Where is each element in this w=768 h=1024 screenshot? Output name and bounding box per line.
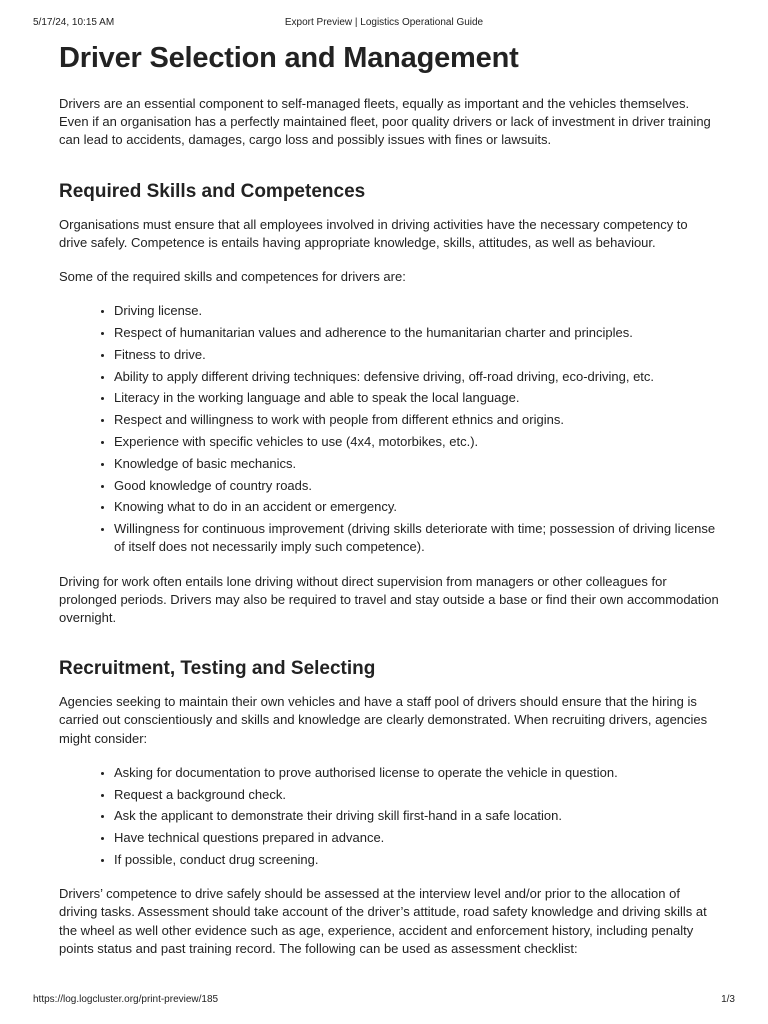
skills-paragraph-1: Organisations must ensure that all employees involved in driving activities have the necessary competency to drive safely. Competence is entails having appropriate knowledge, skills, attitudes, as well as behaviour. [59, 216, 688, 250]
list-item: • Good knowledge of country roads. [114, 477, 719, 495]
print-header [33, 17, 735, 31]
page-title: Driver Selection and Management [59, 42, 519, 74]
article [59, 40, 719, 974]
print-document-title: Export Preview | Logistics Operational Guide [284, 17, 484, 28]
recruitment-list [59, 764, 719, 869]
list-item: • Respect of humanitarian values and adherence to the humanitarian charter and principles. [114, 324, 719, 342]
intro-paragraph: Drivers are an essential component to self-managed fleets, equally as important and the vehicles themselves. Even if an organisation has a perfectly maintained fleet, poor quality drivers or lack of investment in driver training can lead to accidents, damages, cargo loss and possibly issues with fines or lawsuits. [59, 96, 711, 148]
list-item: • Willingness for continuous improvement (driving skills deteriorate with time; possession of driving license of itself does not necessarily imply such competence). [114, 520, 719, 556]
list-item: • Have technical questions prepared in advance. [114, 829, 719, 847]
print-url[interactable]: https://log.logcluster.org/print-preview/185 [33, 994, 219, 1005]
list-item: • Fitness to drive. [114, 346, 719, 364]
list-item: • Asking for documentation to prove authorised license to operate the vehicle in question. [114, 764, 719, 782]
skills-list [59, 302, 719, 556]
recruitment-paragraph-2: Drivers’ competence to drive safely should be assessed at the interview level and/or prior to the allocation of driving tasks. Assessment should take account of the driver’s attitude, road safety knowledge and driving skills at the wheel as well other evidence such as age, experience, accident and enforcement history, including penalty points status and past training record. The following can be used as assessment checklist: [59, 886, 707, 956]
list-item: • Ask the applicant to demonstrate their driving skill first-hand in a safe location. [114, 807, 719, 825]
list-item: • Knowledge of basic mechanics. [114, 455, 719, 473]
list-item: • Experience with specific vehicles to use (4x4, motorbikes, etc.). [114, 433, 719, 451]
list-item: • Literacy in the working language and able to speak the local language. [114, 389, 719, 407]
list-item: • Knowing what to do in an accident or emergency. [114, 498, 719, 516]
list-item: • Request a background check. [114, 786, 719, 804]
list-item: • If possible, conduct drug screening. [114, 851, 719, 869]
recruitment-paragraph-1: Agencies seeking to maintain their own vehicles and have a staff pool of drivers should ensure that the hiring is carried out conscientiously and skills and knowledge are clearly demonstrated. When recruiting drivers, agencies might consider: [59, 694, 708, 746]
section-heading-skills: Required Skills and Competences [59, 180, 366, 202]
print-footer [33, 994, 735, 1008]
skills-paragraph-2: Some of the required skills and competences for drivers are: [59, 269, 406, 285]
list-item: • Driving license. [114, 302, 719, 320]
print-datetime: 5/17/24, 10:15 AM [33, 17, 115, 28]
section-heading-recruitment: Recruitment, Testing and Selecting [59, 658, 376, 680]
list-item: • Ability to apply different driving techniques: defensive driving, off-road driving, eco-driving, etc. [114, 368, 719, 386]
skills-paragraph-3: Driving for work often entails lone driving without direct supervision from managers or other colleagues for prolonged periods. Drivers may also be required to travel and stay outside a base or find their own accommodation overnight. [59, 573, 719, 625]
list-item: • Respect and willingness to work with people from different ethnics and origins. [114, 411, 719, 429]
page-number: 1/3 [721, 994, 735, 1005]
